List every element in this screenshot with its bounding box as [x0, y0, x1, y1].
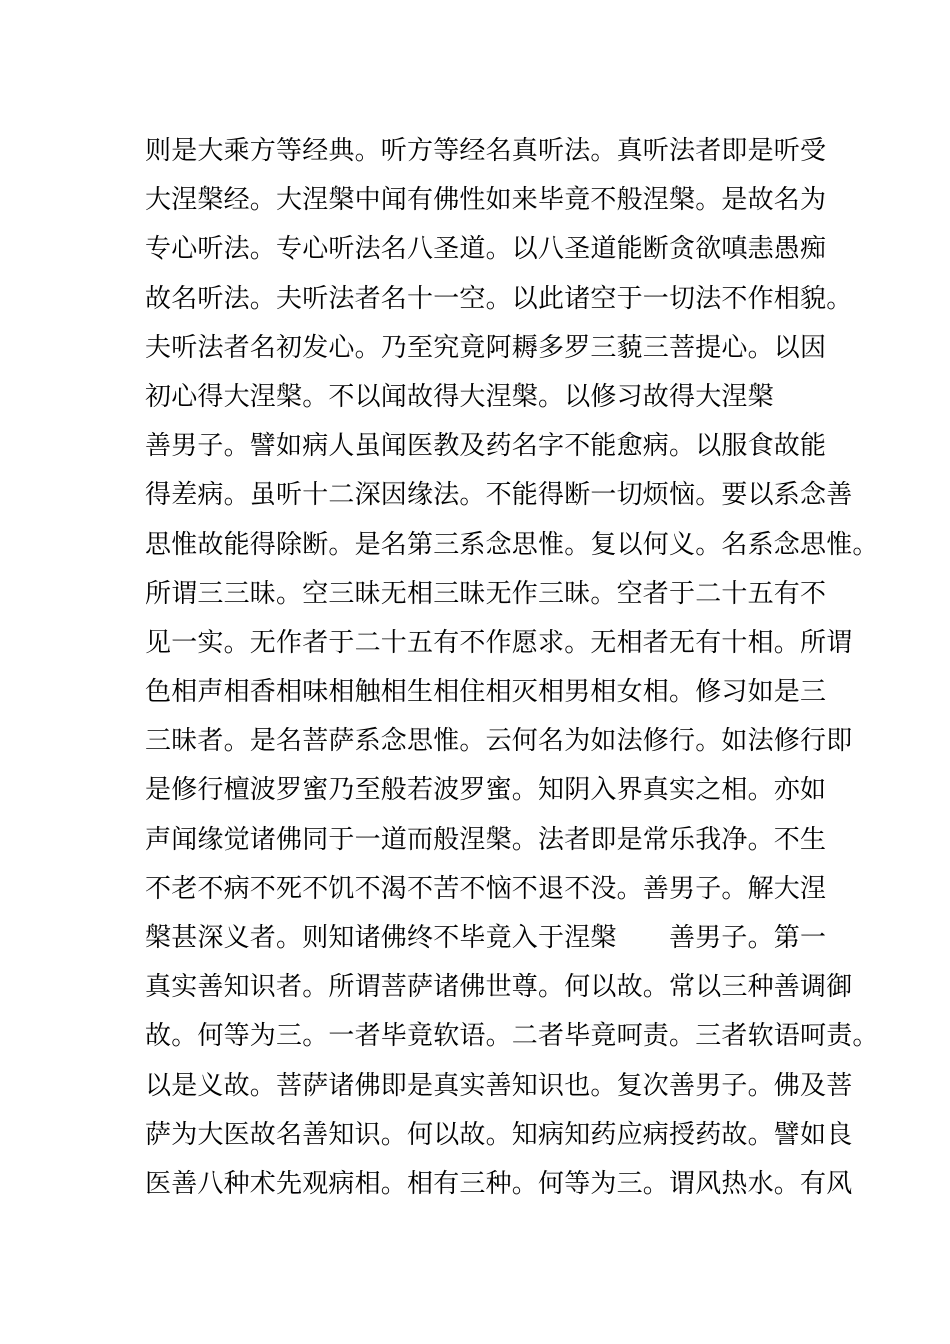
text-line: 不老不病不死不饥不渴不苦不恼不退不没。善男子。解大涅 — [145, 873, 827, 904]
text-line: 思惟故能得除断。是名第三系念思惟。复以何义。名系念思惟。 — [145, 529, 879, 560]
text-line: 见一实。无作者于二十五有不作愿求。无相者无有十相。所谓 — [145, 627, 853, 658]
text-line: 萨为大医故名善知识。何以故。知病知药应病授药故。譬如良 — [145, 1119, 853, 1150]
text-line: 得差病。虽听十二深因缘法。不能得断一切烦恼。要以系念善 — [145, 480, 853, 511]
text-line: 是修行檀波罗蜜乃至般若波罗蜜。知阴入界真实之相。亦如 — [145, 775, 827, 806]
text-line: 槃甚深义者。则知诸佛终不毕竟入于涅槃 善男子。第一 — [145, 923, 827, 953]
text-line: 医善八种术先观病相。相有三种。何等为三。谓风热水。有风 — [145, 1168, 853, 1199]
text-line: 色相声相香相味相触相生相住相灭相男相女相。修习如是三 — [145, 677, 827, 708]
text-line: 大涅槃经。大涅槃中闻有佛性如来毕竟不般涅槃。是故名为 — [145, 185, 827, 216]
text-line: 以是义故。菩萨诸佛即是真实善知识也。复次善男子。佛及菩 — [145, 1070, 853, 1101]
text-line: 专心听法。专心听法名八圣道。以八圣道能断贪欲嗔恚愚痴 — [145, 234, 827, 265]
text-line: 初心得大涅槃。不以闻故得大涅槃。以修习故得大涅槃 — [145, 381, 774, 412]
text-line: 善男子。譬如病人虽闻医教及药名字不能愈病。以服食故能 — [145, 431, 827, 462]
document-body — [145, 131, 879, 1213]
text-line: 则是大乘方等经典。听方等经名真听法。真听法者即是听受 — [145, 136, 827, 166]
text-line: 夫听法者名初发心。乃至究竟阿耨多罗三藐三菩提心。以因 — [145, 332, 827, 363]
text-line: 声闻缘觉诸佛同于一道而般涅槃。法者即是常乐我净。不生 — [145, 824, 827, 855]
text-line: 故名听法。夫听法者名十一空。以此诸空于一切法不作相貌。 — [145, 283, 853, 314]
text-line: 故。何等为三。一者毕竟软语。二者毕竟呵责。三者软语呵责。 — [145, 1021, 879, 1052]
text-line: 三昧者。是名菩萨系念思惟。云何名为如法修行。如法修行即 — [145, 726, 853, 757]
text-line: 真实善知识者。所谓菩萨诸佛世尊。何以故。常以三种善调御 — [145, 972, 853, 1003]
text-line: 所谓三三昧。空三昧无相三昧无作三昧。空者于二十五有不 — [145, 578, 827, 609]
